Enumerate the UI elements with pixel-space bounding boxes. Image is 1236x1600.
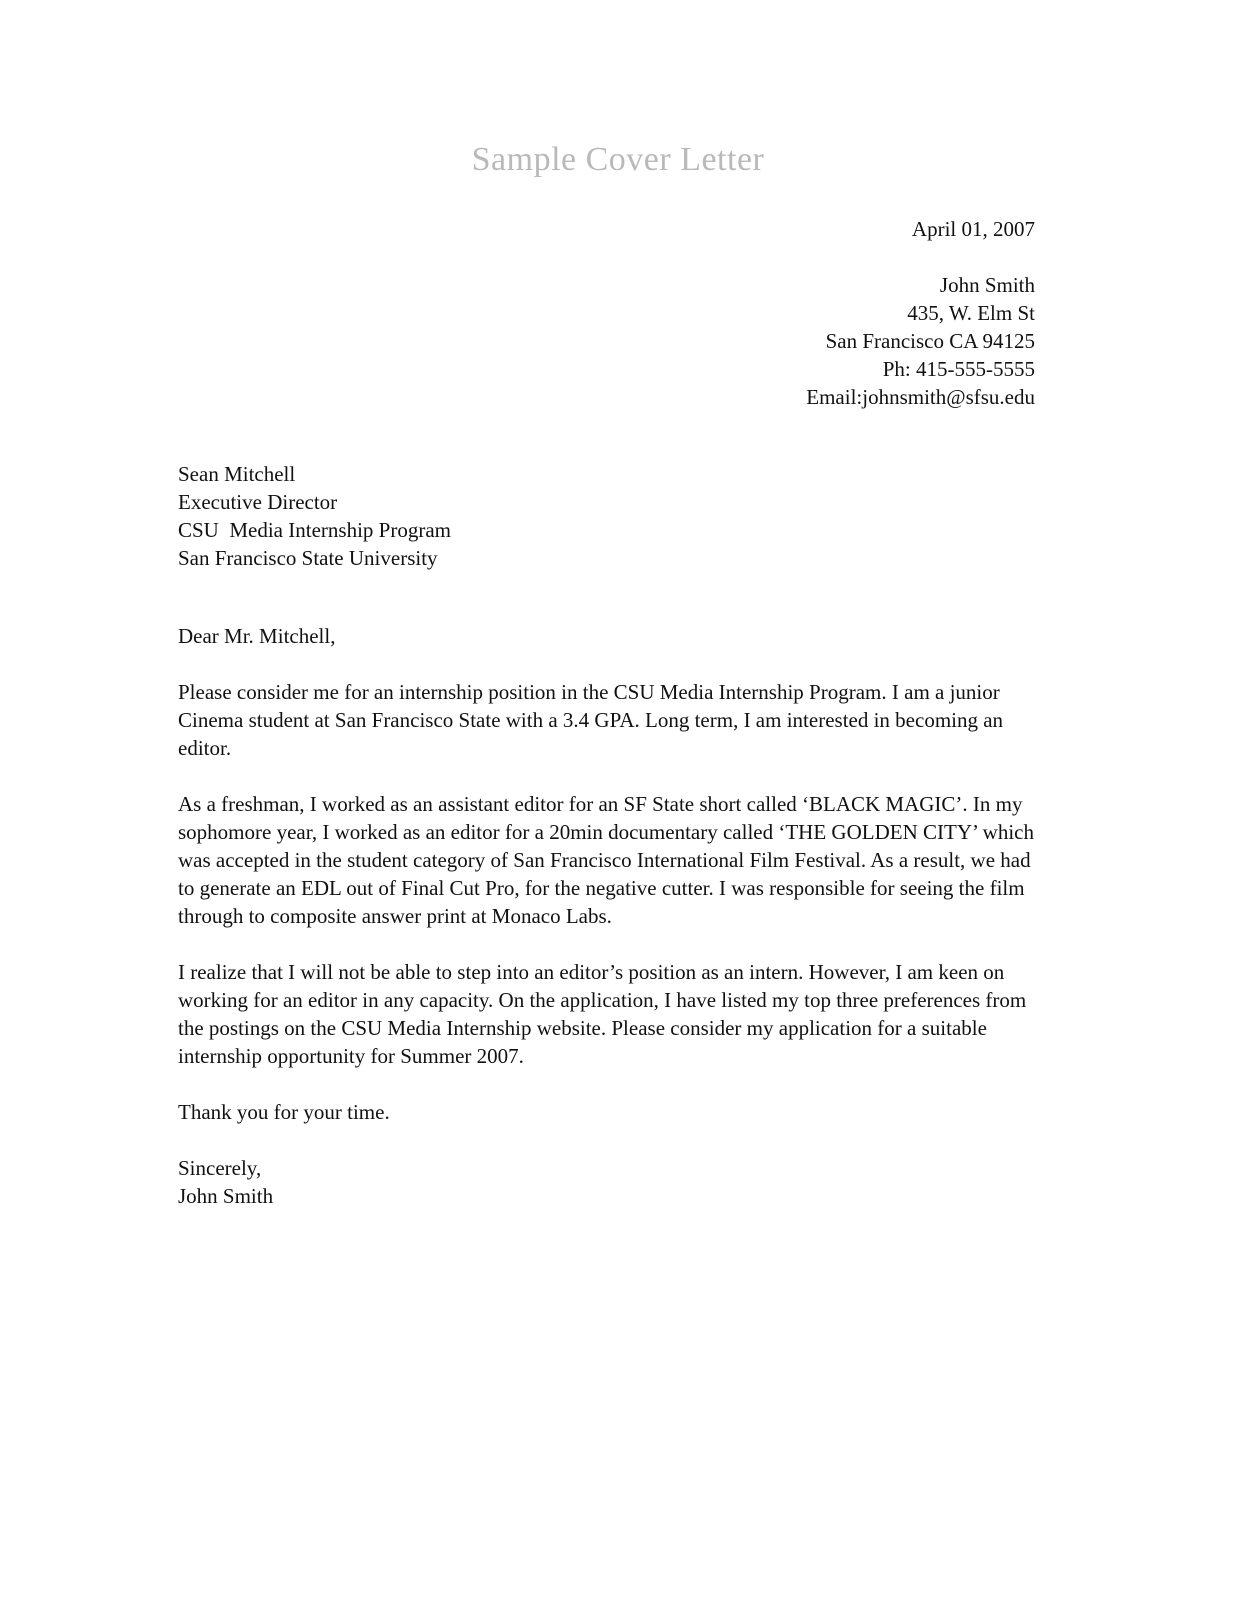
recipient-organization: CSU Media Internship Program — [178, 518, 451, 542]
closing-phrase: Sincerely, — [178, 1156, 262, 1180]
letter-content — [178, 215, 1035, 1210]
recipient-title: Executive Director — [178, 490, 338, 514]
thank-you-line: Thank you for your time. — [178, 1100, 390, 1124]
closing-block — [178, 1154, 1035, 1210]
signature-name: John Smith — [178, 1184, 274, 1208]
recipient-university: San Francisco State University — [178, 546, 438, 570]
sender-phone: Ph: 415-555-5555 — [882, 357, 1035, 381]
recipient-name: Sean Mitchell — [178, 462, 296, 486]
salutation: Dear Mr. Mitchell, — [178, 624, 336, 648]
body-paragraph-3: I realize that I will not be able to step into an editor’s position as an intern. However, I am keen on working for an editor in any capacity. On the application, I have listed my top three preferences from the postings on the CSU Media Internship website. Please consider my application for a suitable internship opportunity for Summer 2007. — [178, 960, 1027, 1068]
sender-city: San Francisco CA 94125 — [825, 329, 1035, 353]
sender-email: Email:johnsmith@sfsu.edu — [806, 385, 1035, 409]
body-paragraph-2: As a freshman, I worked as an assistant editor for an SF State short called ‘BLACK MAGIC’. In my sophomore year, I worked as an editor for a 20min documentary called ‘THE GOLDEN CITY’ which was accepted in the student category of San Francisco International Film Festival. As a result, we had to generate an EDL out of Final Cut Pro, for the negative cutter. I was responsible for seeing the film through to composite answer print at Monaco Labs. — [178, 792, 1034, 928]
document-title: Sample Cover Letter — [471, 141, 765, 178]
letter-date: April 01, 2007 — [911, 217, 1035, 241]
body-paragraph-1: Please consider me for an internship position in the CSU Media Internship Program. I am a junior Cinema student at San Francisco State with a 3.4 GPA. Long term, I am interested in becoming an editor. — [178, 680, 1004, 760]
sender-address-block — [178, 271, 1035, 411]
sender-street: 435, W. Elm St — [907, 301, 1035, 325]
sender-name: John Smith — [939, 273, 1035, 297]
recipient-address-block — [178, 460, 1035, 572]
